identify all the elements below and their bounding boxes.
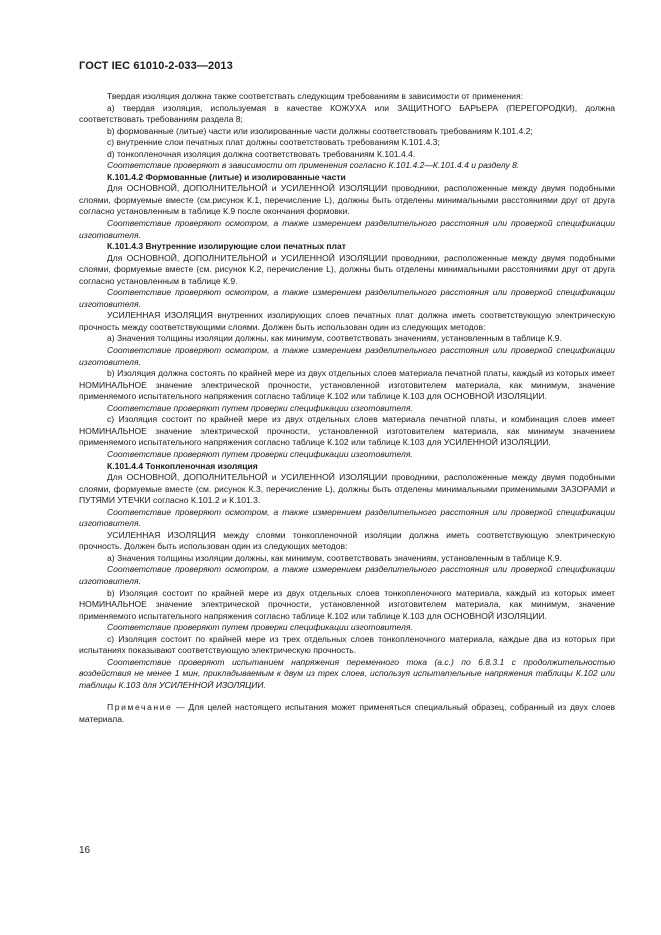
list-item: b) Изоляция должна состоять по крайней мере из двух отдельных слоев материала печатной платы, каждый из которых имеет НОМИНАЛЬНОЕ значение электрической прочности, установленной изготовителем материала, как минимум, значение применяемого испытательного напряжения согласно таблице К.102 или таблице К.103 для ОСНОВНОЙ ИЗОЛЯЦИИ. [79,368,615,402]
section-heading: К.101.4.2 Формованные (литые) и изолированные части [107,171,346,182]
paragraph: Твердая изоляция должна также соответствать следующим требованиям в зависимости от применения: [107,91,523,101]
compliance-note: Соответствие проверяют осмотром, а также измерением разделительного расстояния или проверкой спецификации изготовителя. [79,564,615,586]
compliance-note: Соответствие проверяют путем проверки спецификации изготовителя. [107,448,413,459]
note-label: Примечание [107,702,173,713]
list-item: c) внутренние слои печатных плат должны соответствовать требованиям К.101.4.3; [107,137,440,148]
list-item: c) Изоляция состоит по крайней мере из трех отдельных слоев тонкопленочного материала, каждые два из которых при испытаниях показывают соответствующую электрическую прочность. [79,633,615,656]
compliance-note: Соответствие проверяют осмотром, а также измерением разделительного расстояния или проверкой спецификации изготовителя. [79,506,615,529]
compliance-note: Соответствие проверяют осмотром, а также измерением разделительного расстояния или проверкой спецификации изготовителя. [79,287,615,309]
page-number: 16 [79,845,91,856]
list-item: b) формованные (литые) части или изолированные части должны соответствовать требованиям К.101.4.2; [107,125,533,136]
paragraph: УСИЛЕННАЯ ИЗОЛЯЦИЯ между слоями тонкопленочной изоляции должна иметь соответствующую электрическую прочность. Должен быть использован один из следующих методов: [79,529,615,552]
compliance-note: Соответствие проверяют путем проверки спецификации изготовителя. [107,402,413,413]
list-item: a) Значения толщины изоляции должны, как минимум, соответствовать значениям, установленным в таблице К.9. [107,333,562,344]
section-heading: К.101.4.4 Тонкопленочная изоляция [107,460,258,471]
note [79,702,615,725]
document-header: ГОСТ IEC 61010-2-033—2013 [79,60,233,72]
compliance-note: Соответствие проверяют в зависимости от применения согласно К.101.4.2—К.101.4.4 и разделу 8. [107,160,520,171]
compliance-note: Соответствие проверяют путем проверки спецификации изготовителя. [107,622,413,633]
list-item: d) тонкопленочная изоляция должна соответствовать требованиям К.101.4.4. [107,148,416,159]
spacer [79,691,615,702]
list-item: c) Изоляция состоит по крайней мере из двух отдельных слоев материала печатной платы, и комбинация слоев имеет НОМИНАЛЬНОЕ значение электрической прочности, установленной изготовителем материала, как минимум значением применяемого испытательного напряжения согласно таблице К.102 или таблице К.103 для УСИЛЕННОЙ ИЗОЛЯЦИИ. [79,414,615,448]
paragraph: Для ОСНОВНОЙ, ДОПОЛНИТЕЛЬНОЙ и УСИЛЕННОЙ ИЗОЛЯЦИИ проводники, расположенные между двумя подобными слоями, формуемые вместе (см.рисунок К.1, перечисление L), должны быть отделены минимальными расстояниями друг от друга согласно установленным в таблице К.9 после окончания формовки. [79,183,615,217]
section-heading: К.101.4.3 Внутренние изолирующие слои печатных плат [107,241,346,252]
compliance-note: Соответствие проверяют осмотром, а также измерением разделительного расстояния или проверкой спецификации изготовителя. [79,345,615,367]
note-text: — Для целей настоящего испытания может применяться специальный образец, собранный из двух слоев материала. [79,702,615,724]
paragraph: Для ОСНОВНОЙ, ДОПОЛНИТЕЛЬНОЙ и УСИЛЕННОЙ ИЗОЛЯЦИИ проводники, расположенные между двумя подобными слоями, формуемые вместе (см. рисунок К.3, перечисление L), должны быть отделены минимальными применимыми ЗАЗОРАМИ и ПУТЯМИ УТЕЧКИ согласно К.101.2 и К.101.3. [79,472,615,506]
paragraph: УСИЛЕННАЯ ИЗОЛЯЦИЯ внутренних изолирующих слоев печатных плат должна иметь соответствующую электрическую прочность между соответствующими слоями. Должен быть использован один из следующих методов: [79,310,615,332]
document-body [79,91,615,726]
compliance-note: Соответствие проверяют осмотром, а также измерением разделительного расстояния или проверкой спецификации изготовителя. [79,218,615,240]
paragraph: Для ОСНОВНОЙ, ДОПОЛНИТЕЛЬНОЙ и УСИЛЕННОЙ ИЗОЛЯЦИИ проводники, расположенные между двумя подобными слоями, формуемые вместе (см. рисунок К.2, перечисление L), должны быть отделены минимальными расстояниями друг от друга согласно установленным в таблице К.9. [79,252,615,286]
list-item: a) Значения толщины изоляции должны, как минимум, соответствовать значениям, установленным в таблице К.9. [107,552,562,563]
list-item: a) твердая изоляция, используемая в качестве КОЖУХА или ЗАЩИТНОГО БАРЬЕРА (ПЕРЕГОРОДКИ), должна соответствовать требованиям раздела 8; [79,102,615,125]
compliance-note: Соответствие проверяют испытанием напряжения переменного тока (а.с.) по 6.8.3.1 с продолжительностью воздействия не менее 1 мин, прикладываемым к двум из трех слоев, используя испытательные напряжения таблицы К.102 или таблицы К.103 для УСИЛЕННОЙ ИЗОЛЯЦИИ. [79,656,615,690]
list-item: b) Изоляция состоит по крайней мере из двух отдельных слоев тонкопленочного материала, каждый из которых имеет НОМИНАЛЬНОЕ значение электрической прочности, установленной изготовителем материала, как минимум, значение применяемого испытательного напряжения согласно таблице К.102 или таблице К.103 для ОСНОВНОЙ ИЗОЛЯЦИИ. [79,587,615,621]
